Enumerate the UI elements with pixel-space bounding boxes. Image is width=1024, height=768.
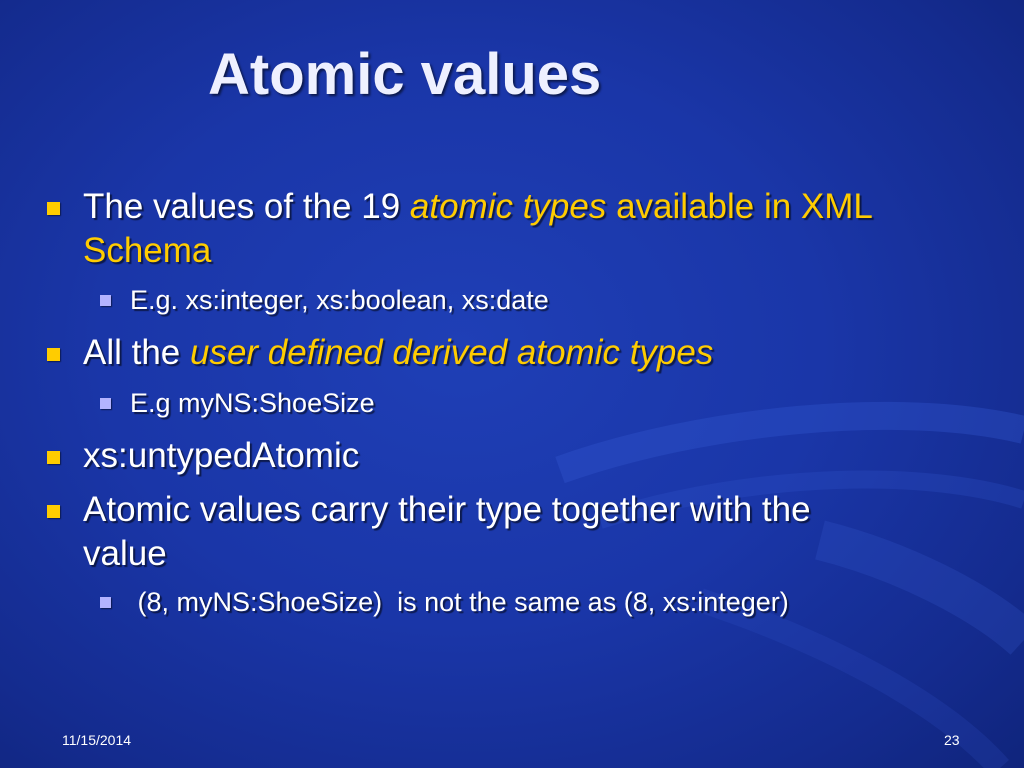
bullet-square-icon [47, 348, 60, 361]
bullet-text: All the [83, 333, 190, 372]
sub-bullet-example: (8, myNS:ShoeSize) is not the same as (8, xs:integer) [130, 587, 789, 617]
slide-title: Atomic values [208, 42, 602, 107]
sub-bullet-example: E.g myNS:ShoeSize [130, 388, 375, 418]
highlight-text-continued: Schema [83, 231, 212, 270]
bullet-text: The values of the 19 [83, 187, 410, 226]
bullet-atomic-carry-type [83, 488, 1018, 576]
bullet-untyped-atomic: xs:untypedAtomic [83, 436, 360, 475]
highlight-text-continued: available in XML [606, 187, 873, 226]
bullet-square-icon [47, 451, 60, 464]
footer-date: 11/15/2014 [62, 732, 132, 748]
bullet-square-icon [47, 505, 60, 518]
highlight-text: user defined derived atomic types [190, 333, 714, 372]
bullet-text: Atomic values carry their type together with the [83, 490, 811, 529]
bullet-user-defined [83, 331, 1018, 375]
highlight-text: atomic types [409, 187, 607, 226]
sub-bullet-square-icon [100, 398, 111, 409]
bullet-text: value [83, 534, 167, 573]
footer-page-number: 23 [944, 732, 960, 748]
sub-bullet-example: E.g. xs:integer, xs:boolean, xs:date [130, 285, 549, 315]
bullet-square-icon [47, 202, 60, 215]
sub-bullet-square-icon [100, 295, 111, 306]
bullet-atomic-types [83, 185, 1018, 273]
sub-bullet-square-icon [100, 597, 111, 608]
